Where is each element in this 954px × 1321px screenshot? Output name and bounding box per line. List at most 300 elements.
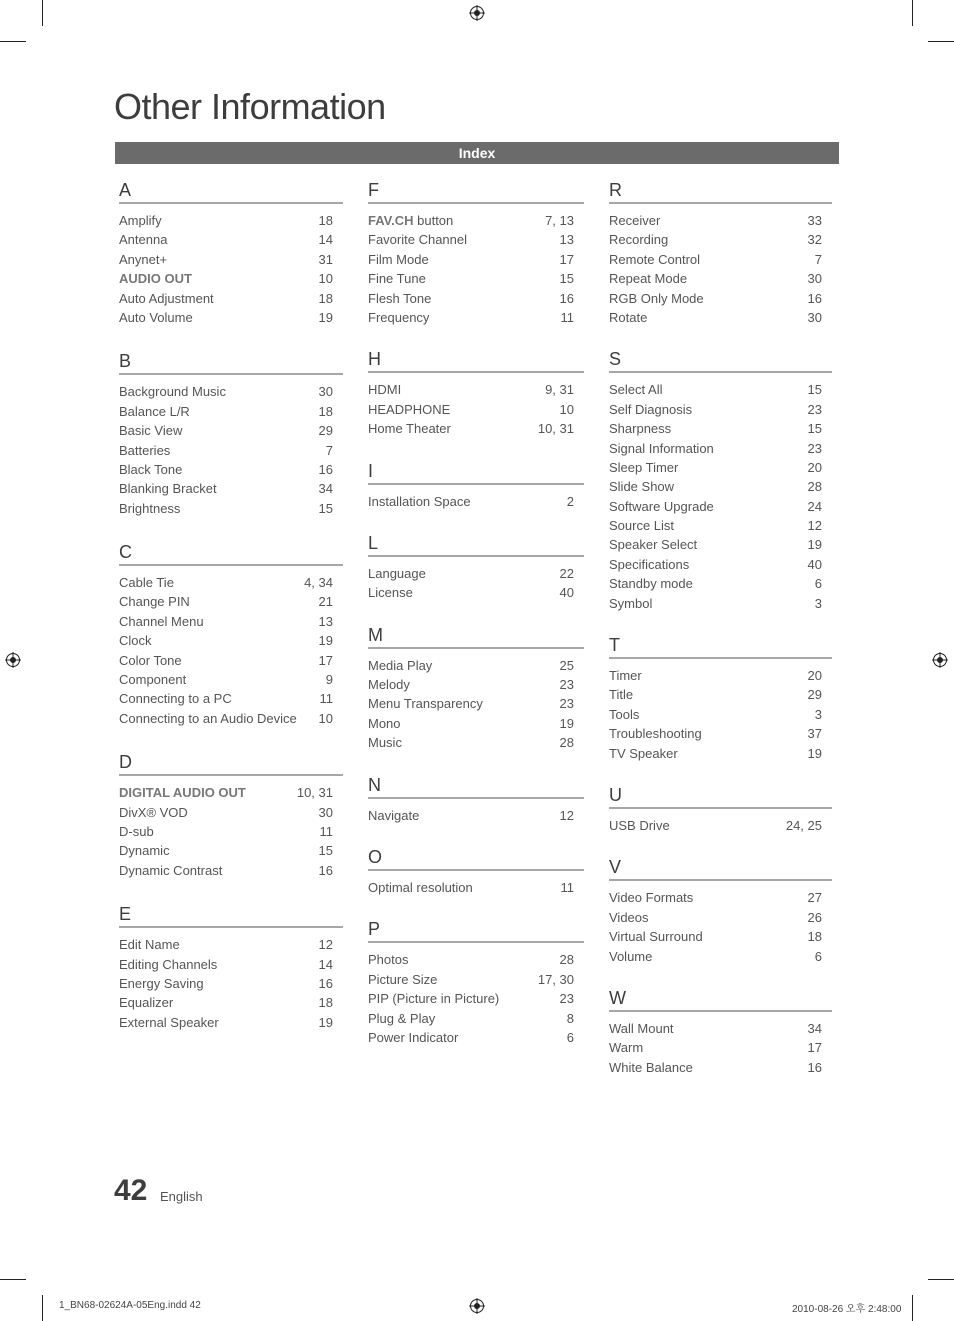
index-entry <box>368 675 584 694</box>
index-letter-heading: M <box>368 623 584 649</box>
index-entry <box>119 651 343 670</box>
index-term-text: Batteries <box>119 442 171 458</box>
index-entry-term <box>368 289 431 308</box>
index-entry-list <box>368 380 584 438</box>
index-entry-pages: 12 <box>807 518 822 534</box>
crop-mark-top-left-horizontal <box>0 41 26 42</box>
index-term-text: HEADPHONE <box>368 401 451 417</box>
index-letter-heading: V <box>609 855 832 881</box>
index-term-text: Film Mode <box>368 251 429 267</box>
index-entry-term <box>368 733 402 752</box>
index-section-v <box>609 855 832 966</box>
index-entry <box>368 1028 584 1047</box>
index-section-d <box>119 750 343 880</box>
index-term-text: License <box>368 585 413 601</box>
crop-mark-bottom-left-vertical <box>42 1295 43 1321</box>
index-term-text: Sleep Timer <box>609 459 679 475</box>
index-entry-list <box>368 878 584 897</box>
index-entry <box>119 974 343 993</box>
index-entry-term <box>119 935 180 954</box>
index-section-b <box>119 349 343 518</box>
index-term-text: Channel Menu <box>119 613 204 629</box>
index-term-text: Basic View <box>119 423 183 439</box>
index-entry-term <box>609 744 678 763</box>
index-entry <box>119 269 343 288</box>
index-entry-term <box>119 499 180 518</box>
index-letter-heading: F <box>368 178 584 204</box>
index-entry-pages: 19 <box>559 715 574 731</box>
index-entry-term <box>368 400 450 419</box>
index-entry-term <box>119 250 167 269</box>
index-entry-term <box>368 714 401 733</box>
index-entry <box>119 211 343 230</box>
index-term-text: Self Diagnosis <box>609 401 693 417</box>
index-entry-term <box>119 402 190 421</box>
index-column-3 <box>609 178 832 1097</box>
index-entry-pages: 15 <box>318 500 333 516</box>
index-entry-pages: 18 <box>807 929 822 945</box>
index-entry-pages: 10 <box>559 401 574 417</box>
index-entry-term <box>368 878 473 897</box>
index-entry-list <box>119 573 343 728</box>
index-entry <box>609 816 832 835</box>
index-entry-term <box>119 861 222 880</box>
index-entry-term <box>119 1013 219 1032</box>
index-entry <box>609 439 832 458</box>
index-entry-term <box>609 724 702 743</box>
index-section-l <box>368 531 584 603</box>
index-entry-term <box>119 709 297 728</box>
index-entry <box>368 230 584 249</box>
index-term-text: Frequency <box>368 309 430 325</box>
index-entry-pages: 11 <box>560 309 574 325</box>
index-entry <box>609 1038 832 1057</box>
index-entry-term <box>119 460 182 479</box>
index-entry <box>609 744 832 763</box>
index-entry-pages: 17, 30 <box>537 971 574 987</box>
index-entry-pages: 37 <box>807 726 822 742</box>
index-entry-term <box>119 421 182 440</box>
index-entry <box>119 289 343 308</box>
index-entry-term <box>119 592 190 611</box>
index-entry-term <box>368 1028 458 1047</box>
index-entry <box>119 861 343 880</box>
index-letter-heading: R <box>609 178 832 204</box>
index-term-text: Auto Volume <box>119 309 193 325</box>
index-entry-term <box>368 211 453 230</box>
index-entry-pages: 31 <box>318 251 333 267</box>
index-term-text: Volume <box>609 948 653 964</box>
index-entry-pages: 17 <box>318 652 333 668</box>
index-entry-term <box>119 308 193 327</box>
index-entry-pages: 26 <box>807 909 822 925</box>
index-entry-pages: 10, 31 <box>537 421 574 437</box>
index-entry-term <box>609 947 652 966</box>
index-entry <box>368 269 584 288</box>
index-entry-term <box>119 670 186 689</box>
index-entry-list <box>119 382 343 518</box>
index-entry-term <box>609 666 642 685</box>
index-term-text: Cable Tie <box>119 575 174 591</box>
index-term-text: Slide Show <box>609 479 675 495</box>
index-entry-pages: 16 <box>318 862 333 878</box>
index-term-text: Background Music <box>119 384 226 400</box>
index-entry <box>368 211 584 230</box>
index-term-text: Select All <box>609 382 663 398</box>
index-entry-pages: 16 <box>807 290 822 306</box>
index-term-text: Software Upgrade <box>609 498 714 514</box>
index-entry <box>609 497 832 516</box>
index-entry <box>368 656 584 675</box>
index-entry-term <box>609 230 668 249</box>
index-term-text: Color Tone <box>119 652 182 668</box>
index-entry-pages: 27 <box>807 890 822 906</box>
index-entry-pages: 10 <box>318 271 333 287</box>
index-entry <box>119 479 343 498</box>
index-entry-term <box>609 888 693 907</box>
index-entry-term <box>609 908 649 927</box>
index-entry-pages: 17 <box>807 1040 822 1056</box>
index-entry <box>368 419 584 438</box>
index-entry-term <box>368 564 426 583</box>
index-entry-term <box>119 803 188 822</box>
index-term-text: Receiver <box>609 213 661 228</box>
index-entry <box>609 724 832 743</box>
index-entry-pages: 28 <box>807 479 822 495</box>
index-entry-term <box>119 974 204 993</box>
index-entry-list <box>609 211 832 327</box>
index-entry <box>368 714 584 733</box>
page-title: Other Information <box>114 86 386 127</box>
index-entry <box>119 308 343 327</box>
registration-mark-icon <box>932 652 948 668</box>
index-entry-pages: 22 <box>559 565 574 581</box>
index-term-text: Media Play <box>368 657 433 673</box>
index-entry <box>609 250 832 269</box>
index-entry-pages: 28 <box>559 735 574 751</box>
index-entry-term <box>119 689 232 708</box>
index-entry-term <box>119 289 214 308</box>
index-section-t <box>609 633 832 763</box>
index-entry-term <box>609 574 693 593</box>
index-entry <box>119 631 343 650</box>
index-term-text: Speaker Select <box>609 537 698 553</box>
index-term-text: Optimal resolution <box>368 880 473 896</box>
index-entry-term <box>368 694 483 713</box>
index-entry-term <box>119 382 226 401</box>
index-entry <box>609 555 832 574</box>
index-term-text: Amplify <box>119 213 162 228</box>
crop-mark-bottom-right-vertical <box>912 1295 913 1321</box>
index-entry <box>368 694 584 713</box>
index-entry-term <box>119 612 204 631</box>
index-entry <box>609 574 832 593</box>
index-section-w <box>609 986 832 1077</box>
index-entry-term <box>368 989 499 1008</box>
index-entry-pages: 11 <box>319 823 333 839</box>
index-term-text: Virtual Surround <box>609 929 703 945</box>
index-letter-heading: O <box>368 845 584 871</box>
index-term-text: Recording <box>609 232 669 248</box>
index-entry <box>609 308 832 327</box>
index-entry-term <box>609 1019 674 1038</box>
index-term-text: USB Drive <box>609 817 670 833</box>
index-entry <box>609 289 832 308</box>
index-entry <box>119 993 343 1012</box>
index-entry-term <box>609 594 652 613</box>
crop-mark-bottom-left-horizontal <box>0 1279 26 1280</box>
index-entry-pages: 40 <box>807 556 822 572</box>
index-entry <box>368 950 584 969</box>
index-entry <box>119 670 343 689</box>
index-entry-term <box>119 822 154 841</box>
index-entry <box>609 419 832 438</box>
index-entry-term <box>609 289 704 308</box>
index-entry-term <box>119 269 192 288</box>
index-entry <box>609 516 832 535</box>
print-slug-file: 1_BN68-02624A-05Eng.indd 42 <box>59 1300 201 1311</box>
index-term-text: Black Tone <box>119 461 183 477</box>
index-term-text: Rotate <box>609 309 648 325</box>
index-term-text: Equalizer <box>119 995 174 1011</box>
index-letter-heading: S <box>609 347 832 373</box>
index-entry-term <box>609 458 678 477</box>
index-entry-list <box>119 211 343 327</box>
index-entry-term <box>368 419 451 438</box>
index-section-u <box>609 783 832 835</box>
index-term-text: Music <box>368 735 402 751</box>
index-entry <box>368 380 584 399</box>
index-entry <box>609 1058 832 1077</box>
page-number: 42 <box>114 1174 148 1207</box>
index-entry-pages: 7 <box>814 251 822 267</box>
index-entry-term <box>368 492 471 511</box>
index-section-i <box>368 459 584 511</box>
index-entry-pages: 24, 25 <box>785 817 822 833</box>
index-term-text: Energy Saving <box>119 975 204 991</box>
index-term-text: Source List <box>609 518 675 534</box>
index-entry-pages: 7, 13 <box>545 213 574 228</box>
index-column-1 <box>119 178 343 1054</box>
page-language: English <box>160 1189 203 1204</box>
index-entry-term <box>609 308 647 327</box>
index-entry-pages: 3 <box>814 706 822 722</box>
index-entry <box>119 803 343 822</box>
index-term-text: Navigate <box>368 807 420 823</box>
index-entry <box>609 666 832 685</box>
index-entry-pages: 16 <box>318 975 333 991</box>
index-entry-term <box>609 250 700 269</box>
index-entry <box>609 594 832 613</box>
index-term-text: External Speaker <box>119 1014 219 1030</box>
index-entry <box>609 269 832 288</box>
index-entry-list <box>609 816 832 835</box>
index-entry-pages: 16 <box>318 461 333 477</box>
index-entry <box>368 400 584 419</box>
index-section-m <box>368 623 584 753</box>
index-term-text: Component <box>119 672 187 688</box>
crop-mark-top-right-vertical <box>912 0 913 26</box>
index-term-text: Fine Tune <box>368 271 426 287</box>
index-entry <box>609 211 832 230</box>
index-entry <box>609 380 832 399</box>
index-letter-heading: B <box>119 349 343 375</box>
index-entry <box>609 888 832 907</box>
index-entry-term <box>368 230 467 249</box>
index-term-text: Tools <box>609 706 640 722</box>
index-entry-pages: 25 <box>559 657 574 673</box>
index-entry-pages: 10 <box>318 710 333 726</box>
index-term-text: Language <box>368 565 426 581</box>
index-entry-pages: 33 <box>807 213 822 228</box>
index-term-text: Repeat Mode <box>609 271 688 287</box>
index-entry <box>119 955 343 974</box>
index-entry-pages: 23 <box>559 677 574 693</box>
index-entry-pages: 23 <box>559 696 574 712</box>
index-entry-term <box>609 1038 643 1057</box>
index-entry-term <box>368 656 432 675</box>
index-entry <box>609 685 832 704</box>
index-entry-pages: 18 <box>318 995 333 1011</box>
index-entry-pages: 12 <box>318 937 333 953</box>
index-term-text: AUDIO OUT <box>119 271 192 287</box>
index-term-text: Change PIN <box>119 594 190 610</box>
index-term-text: Balance L/R <box>119 403 190 419</box>
index-entry <box>368 308 584 327</box>
index-entry-pages: 18 <box>318 213 333 228</box>
index-term-text: Clock <box>119 633 152 649</box>
index-entry-pages: 34 <box>318 481 333 497</box>
index-term-text: Installation Space <box>368 493 471 509</box>
index-section-a <box>119 178 343 327</box>
index-entry-pages: 23 <box>807 440 822 456</box>
index-entry-term <box>368 250 429 269</box>
index-entry-term <box>368 380 401 399</box>
index-entry <box>119 230 343 249</box>
index-entry-pages: 16 <box>559 290 574 306</box>
index-entry-term <box>609 400 692 419</box>
index-entry <box>368 1009 584 1028</box>
index-entry <box>119 421 343 440</box>
index-section-o <box>368 845 584 897</box>
index-entry-pages: 14 <box>318 232 333 248</box>
index-term-text: Editing Channels <box>119 956 218 972</box>
index-entry <box>609 927 832 946</box>
index-entry <box>368 564 584 583</box>
index-term-text: Symbol <box>609 595 653 611</box>
index-entry <box>609 477 832 496</box>
index-entry <box>368 583 584 602</box>
index-entry-term <box>609 705 639 724</box>
index-entry-pages: 12 <box>559 807 574 823</box>
index-entry-term <box>368 950 408 969</box>
index-entry-list <box>368 806 584 825</box>
index-term-text: White Balance <box>609 1059 693 1075</box>
index-term-text: Standby mode <box>609 576 693 592</box>
index-entry-term <box>609 516 674 535</box>
index-entry-term <box>609 269 687 288</box>
index-entry-pages: 7 <box>325 442 333 458</box>
index-entry-pages: 15 <box>807 382 822 398</box>
index-term-text: Menu Transparency <box>368 696 483 712</box>
index-entry-pages: 11 <box>319 691 333 707</box>
index-entry <box>119 573 343 592</box>
index-letter-heading: T <box>609 633 832 659</box>
index-term-text: Wall Mount <box>609 1020 674 1036</box>
index-entry <box>609 458 832 477</box>
index-entry-pages: 32 <box>807 232 822 248</box>
index-term-text: Picture Size <box>368 971 438 987</box>
index-entry-list <box>609 380 832 613</box>
index-letter-heading: U <box>609 783 832 809</box>
index-section-f <box>368 178 584 327</box>
index-entry-term <box>119 783 246 802</box>
index-entry-list <box>368 950 584 1047</box>
index-entry-pages: 40 <box>559 585 574 601</box>
index-entry <box>368 250 584 269</box>
index-entry-term <box>368 1009 435 1028</box>
index-entry-list <box>119 783 343 880</box>
index-term-text: Antenna <box>119 232 168 248</box>
index-term-text: PIP (Picture in Picture) <box>368 991 500 1007</box>
index-entry <box>368 989 584 1008</box>
index-entry-term <box>119 230 167 249</box>
index-term-text: Troubleshooting <box>609 726 702 742</box>
index-entry <box>609 705 832 724</box>
index-entry <box>119 783 343 802</box>
index-entry-pages: 17 <box>559 251 574 267</box>
index-entry-pages: 30 <box>807 309 822 325</box>
index-section-c <box>119 540 343 728</box>
index-entry <box>368 806 584 825</box>
index-entry-term <box>119 479 217 498</box>
index-entry-pages: 4, 34 <box>304 575 333 591</box>
index-entry-term <box>609 380 662 399</box>
index-section-n <box>368 773 584 825</box>
index-entry <box>119 592 343 611</box>
index-entry-list <box>609 888 832 966</box>
index-letter-heading: P <box>368 917 584 943</box>
index-entry-list <box>368 211 584 327</box>
index-entry-pages: 30 <box>318 804 333 820</box>
index-term-text: D-sub <box>119 823 154 839</box>
index-entry-list <box>368 564 584 603</box>
index-term-text: Dynamic Contrast <box>119 862 223 878</box>
index-entry-pages: 19 <box>318 633 333 649</box>
index-term-text: Connecting to an Audio Device <box>119 710 297 726</box>
index-entry-term <box>609 1058 693 1077</box>
index-entry-list <box>368 656 584 753</box>
index-entry-pages: 34 <box>807 1020 822 1036</box>
index-entry-term <box>119 651 182 670</box>
index-term-text: Flesh Tone <box>368 290 432 306</box>
index-entry-pages: 18 <box>318 403 333 419</box>
index-entry-term <box>609 497 714 516</box>
index-entry-term <box>119 573 174 592</box>
index-entry-pages: 11 <box>560 880 574 896</box>
index-entry <box>368 878 584 897</box>
index-entry-pages: 15 <box>318 843 333 859</box>
index-term-text: Videos <box>609 909 649 925</box>
index-entry-pages: 30 <box>807 271 822 287</box>
index-term-text: Specifications <box>609 556 690 572</box>
index-term-suffix: button <box>413 213 454 228</box>
index-entry <box>609 908 832 927</box>
index-entry <box>119 935 343 954</box>
index-entry-pages: 9 <box>325 672 333 688</box>
index-entry-pages: 24 <box>807 498 822 514</box>
index-entry-pages: 19 <box>807 745 822 761</box>
